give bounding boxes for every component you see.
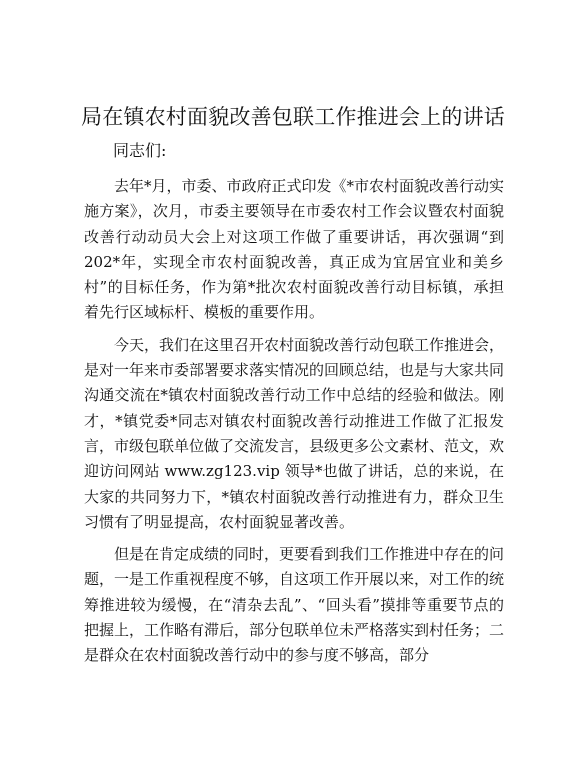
document-title: 局在镇农村面貌改善包联工作推进会上的讲话 — [81, 105, 505, 129]
paragraph-1: 去年*月，市委、市政府正式印发《*市农村面貌改善行动实施方案》，次月，市委主要领导在市委农村工作会议暨农村面貌改善行动动员大会上对这项工作做了重要讲话，再次强调“到202*年，实现全市农村面貌改善，真正成为宜居宜业和美乡村”的目标任务，作为第*批次农村面貌改善行动目标镇，承担着先行区域标杆、模板的重要作用。 — [84, 177, 505, 322]
paragraph-2: 今天，我们在这里召开农村面貌改善行动包联工作推进会，是对一年来市委部署要求落实情况的回顾总结，也是与大家共同沟通交流在*镇农村面貌改善行动工作中总结的经验和做法。刚才，*镇党委*同志对镇农村面貌改善行动推进工作做了汇报发言，市级包联单位做了交流发言，县级更多公文素材、范文，欢迎访问网站 www.zg123.vip 领导*也做了讲话，总的来说，在大家的共同努力下，*镇农村面貌改善行动推进有力，群众卫生习惯有了明显提高，农村面貌显著改善。 — [84, 335, 505, 531]
paragraph-3: 但是在肯定成绩的同时，更要看到我们工作推进中存在的问题，一是工作重视程度不够，自这项工作开展以来，对工作的统筹推进较为缓慢，在“清杂去乱”、“回头看”摸排等重要节点的把握上，工作略有滞后，部分包联单位未严格落实到村任务；二是群众在农村面貌改善行动中的参与度不够高，部分 — [84, 545, 505, 665]
document-body — [84, 174, 504, 676]
salutation: 同志们: — [113, 141, 167, 160]
